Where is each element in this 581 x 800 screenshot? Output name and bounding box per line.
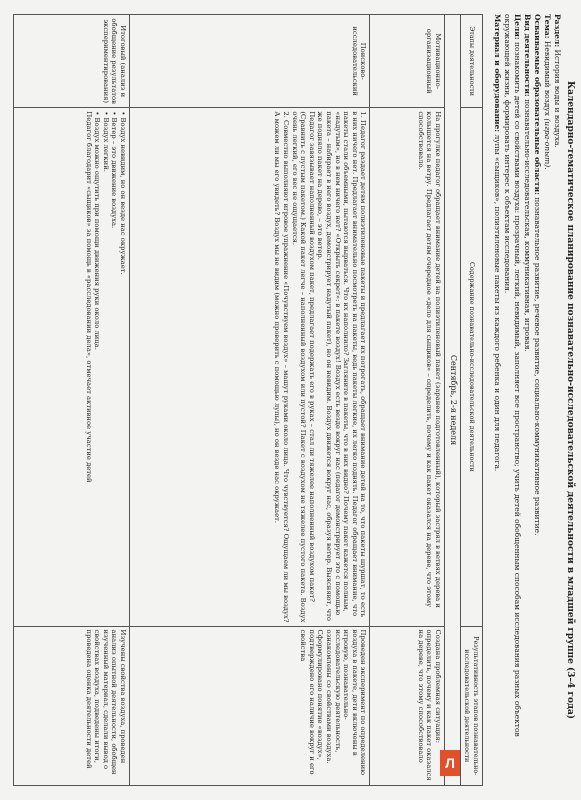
result-cell: Создана проблемная ситуация: определить, почему и как пакет оказался на дереве, что этому способствовало [370, 626, 444, 785]
content-paragraph: 2. Совместно выполняют игровое упражнение «Почувствуем воздух» – машут руками около лица. Что чувствуется? Ощущаем ли мы воздух? А можем ли мы его увидеть? Воздух мы не видим (можно проверить с помощью лупы), но он везде нас окружает. [273, 111, 291, 623]
list-item: • Воздух можно ощутить при помощи движения руки около лица. [93, 111, 102, 350]
goals-line: Цели: познакомить детей со свойствами воздуха: прозрачный, легкий, невидимый, заполняет все пространство; учить детей обобщенным способам исследования разных объектов окружающей жизни, формировать интерес к объектам исследования. [503, 14, 522, 737]
table-row [370, 15, 444, 786]
document-header [485, 14, 575, 786]
result-cell: Изучены свойства воздуха, проведен анализ опытной деятельности, обобщен изученный материал, сделали вывод о свойствах воздуха, подведены итоги, проведена оценка деятельности детей [14, 626, 130, 785]
section-line: Раздел: История воды и воздуха. [553, 14, 562, 148]
table-header-row [460, 15, 482, 786]
content-paragraph: Педагог завязывает наполненный воздухом пакет, предлагает подержать его в руках – стал ли тяжелее наполненный воздухом пакет? (Сравнить с пустым пакетом.) Какой пакет легче – наполненный воздухом или пустой? Пакет с воздухом не тяжелее пустого пакета. Воздух очень легкий, его вес не ощущается. [290, 111, 316, 623]
stage-cell: Мотивационно-организационный [370, 15, 444, 108]
publisher-logo: Л [440, 750, 460, 776]
stage-cell: Итоговый (анализ и обобщение результатов экспериментирования) [14, 15, 130, 108]
table-row [129, 15, 370, 786]
list-item: • Воздух невидим, но он везде нас окружает. [118, 111, 127, 275]
month-row [444, 15, 460, 786]
closing-text: Педагог благодарит «сыщиков» за помощь в «расследовании дела», отмечает активное участие детей [84, 111, 93, 483]
stage-header: Этапы деятельности [460, 15, 482, 108]
list-item: • Ветер – это движение воздуха. [110, 111, 119, 229]
result-header: Результативность этапов познавательно-исследовательской деятельности [460, 626, 482, 785]
stage-cell: Поисково-исследовательский [129, 15, 370, 108]
content-cell [129, 108, 370, 626]
areas-line: Осваиваемые образовательные области: познавательное развитие, речевое развитие, социально-коммуникативное развитие. [533, 14, 542, 536]
activity-line: Вид деятельности: познавательно-исследовательская, коммуникативная, игровая. [523, 14, 532, 352]
result-cell: Проведен эксперимент по определению воздуха в пакете, дети включены в игровую, познавательно-исследовательскую деятельность, ознакомлены со свойствами воздуха. Сформулировано понятие «воздух», подтверждено его наличие вокруг и его свойства [129, 626, 370, 785]
content-paragraph: 1. Педагог раздает детям полиэтиленовые пакеты и предлагает их потрогать, обращает внимание детей на то, что пакеты шуршат, то есть в них ничего нет. Предлагает внимательно посмотреть на пакеты, ведь пакеты легкие, их легко поднять. Педагог обращает внимание, что пакеты стали объемными, пытаются вырваться. Что их наполнило? Загляните в пакеты, что в них видно? Почему пакет кажется полным, «надутым», но в нем ничего нет? «Открыть секрет»: в пакете воздух! Воздух есть везде вокруг нас (педагог демонстрирует это с помощью пакета – набирает в него воздух, демонстрирует надутый пакет), но он невидим. Воздух движется вокруг нас, образуя ветер. Выясняют, что же подняло пакет на дерево, – это ветер. [316, 111, 368, 621]
list-item: • Воздух легкий. [101, 111, 110, 172]
content-cell: На прогулке педагог обращает внимание детей на полиэтиленовый пакет (заранее подготовленный), который застрял в ветвях дерева и колышется на ветру. Предлагает детям очередное «дело для сыщиков» – определить, почему и как пакет оказался на дереве, что этому способствовало. [370, 108, 444, 626]
activity-table [13, 14, 483, 786]
document-title: Календарно-тематическое планирование познавательно-исследовательской деятельности в младшей группе (3–4 года) [565, 80, 575, 720]
materials-line: Материал и оборудование: лупы «сыщиков», полиэтиленовые пакеты из каждого ребенка и один для педагога. [493, 14, 502, 472]
theme-line: Тема: Невидимый воздух (игра-опыт). [543, 14, 552, 170]
content-cell [14, 108, 130, 626]
table-row [14, 15, 130, 786]
month-value: Сентябрь, 2-я неделя [444, 15, 460, 786]
content-header: Содержание познавательно-исследовательской деятельности [460, 108, 482, 626]
